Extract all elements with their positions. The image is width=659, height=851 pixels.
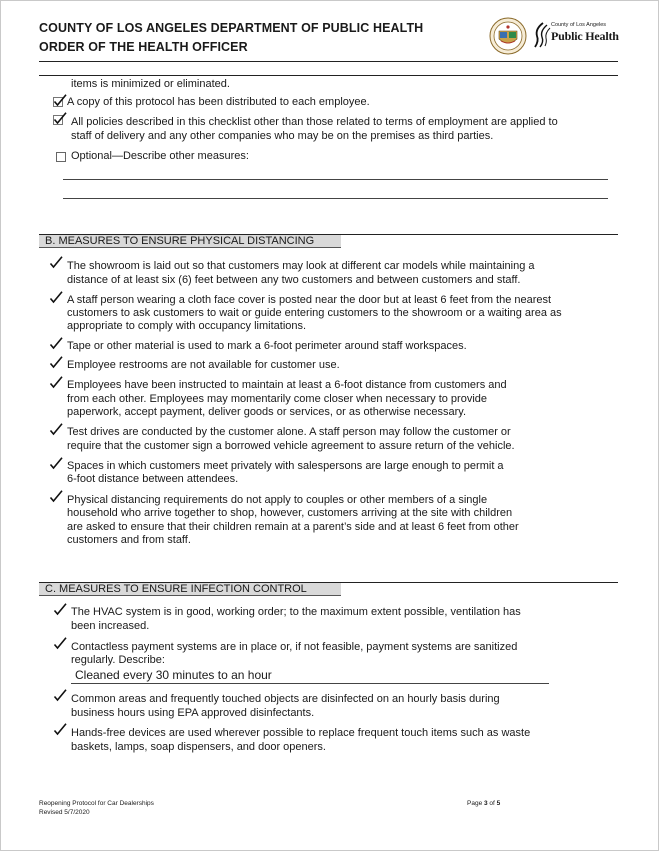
footer-page-mid: of (487, 800, 497, 807)
logo-county-text: County of Los Angeles (551, 22, 607, 28)
section-a-item-2-line-1: All policies described in this checklist other than those related to terms of employment are applied to (71, 116, 558, 128)
section-c-item-2-line-1: Contactless payment systems are in place or, if not feasible, payment systems are sanitized (71, 641, 518, 653)
other-measures-blank-line-2[interactable] (63, 198, 608, 199)
check-mark-icon[interactable] (49, 337, 63, 350)
section-b-item-4-line-1: Employee restrooms are not available for customer use. (67, 359, 340, 371)
section-b-item-8-line-2: household who arrive together to shop, however, customers arriving at the site with children (67, 507, 513, 519)
section-a-continued-text: items is minimized or eliminated. (71, 78, 230, 90)
check-mark-icon[interactable] (49, 356, 63, 369)
section-b-item-2-line-1: A staff person wearing a cloth face cover is posted near the door but at least 6 feet from the nearest (67, 294, 552, 306)
header-rule-bottom (39, 75, 618, 76)
check-mark-icon[interactable] (53, 723, 67, 736)
section-b-item-8-line-3: are asked to ensure that their children remain at a parent’s side and at least 6 feet from other (67, 521, 519, 533)
other-measures-blank-line-1[interactable] (63, 179, 608, 180)
section-c-item-4-line-2: baskets, lamps, soap dispensers, and door openers. (71, 741, 326, 753)
footer-page-prefix: Page (467, 800, 484, 807)
footer-protocol-name: Reopening Protocol for Car Dealerships (39, 800, 154, 807)
section-c-item-3-line-1: Common areas and frequently touched objects are disinfected on an hourly basis during (71, 693, 500, 705)
footer-page-current: 3 (484, 800, 488, 807)
header-title-line2: ORDER OF THE HEALTH OFFICER (39, 40, 248, 54)
section-b-item-5-line-2: from each other. Employees may momentarily come closer when necessary to provide (67, 393, 488, 405)
section-b-item-8-line-1: Physical distancing requirements do not apply to couples or other members of a single (67, 494, 488, 506)
public-health-logo (531, 21, 621, 51)
check-mark-icon[interactable] (49, 490, 63, 503)
section-b-item-1-line-2: distance of at least six (6) feet between any two customers and between customers and staff. (67, 274, 521, 286)
county-seal-icon (489, 17, 527, 55)
check-mark-icon[interactable] (49, 457, 63, 470)
payment-sanitize-answer-line (71, 683, 549, 684)
section-b-item-5-line-1: Employees have been instructed to maintain at least a 6-foot distance from customers and (67, 379, 507, 391)
section-b-item-6-line-1: Test drives are conducted by the customer alone. A staff person may follow the customer or (67, 426, 511, 438)
footer-page-total: 5 (496, 800, 501, 807)
check-mark-icon[interactable] (53, 603, 67, 616)
checkbox-checked-icon[interactable] (53, 94, 67, 107)
footer-revised-date: Revised 5/7/2020 (39, 809, 90, 816)
section-a-item-2-line-2: staff of delivery and any other companies who may be on the premises as third parties. (71, 130, 494, 142)
section-c-heading: C. MEASURES TO ENSURE INFECTION CONTROL (39, 583, 341, 596)
section-b-item-7-line-2: 6-foot distance between attendees. (67, 473, 239, 485)
section-c-item-2-line-2: regularly. Describe: (71, 654, 165, 666)
check-mark-icon[interactable] (49, 256, 63, 269)
section-b-item-6-line-2: require that the customer sign a borrowed vehicle agreement to assure return of the vehicle. (67, 440, 515, 452)
section-c-item-3-line-2: business hours using EPA approved disinfectants. (71, 707, 315, 719)
check-mark-icon[interactable] (53, 637, 67, 650)
footer-page-number (467, 799, 500, 808)
checkbox-unchecked[interactable] (56, 152, 66, 162)
section-b-item-8-line-4: customers and from staff. (67, 534, 191, 546)
logo-public-health-text: Public Health (551, 29, 619, 43)
section-b-item-7-line-1: Spaces in which customers meet privately with salespersons are large enough to permit a (67, 460, 504, 472)
checkbox-checked-icon[interactable] (53, 112, 67, 125)
section-c-heading-bar (39, 582, 618, 596)
section-c-item-1-line-2: been increased. (71, 620, 150, 632)
section-c-item-4-line-1: Hands-free devices are used wherever possible to replace frequent touch items such as waste (71, 727, 531, 739)
section-a-item-1-line-1: A copy of this protocol has been distributed to each employee. (67, 96, 370, 108)
section-b-heading: B. MEASURES TO ENSURE PHYSICAL DISTANCING (39, 235, 341, 248)
section-b-item-1-line-1: The showroom is laid out so that customers may look at different car models while maintaining a (67, 260, 535, 272)
section-b-item-3-line-1: Tape or other material is used to mark a 6-foot perimeter around staff workspaces. (67, 340, 467, 352)
section-b-item-2-line-2: customers to ask customers to wait or guide entering customers to the showroom or a waiting area as (67, 307, 562, 319)
check-mark-icon[interactable] (49, 423, 63, 436)
section-c-item-1-line-1: The HVAC system is in good, working order; to the maximum extent possible, ventilation has (71, 606, 521, 618)
header-title-line1: COUNTY OF LOS ANGELES DEPARTMENT OF PUBLIC HEALTH (39, 21, 424, 35)
check-mark-icon[interactable] (49, 376, 63, 389)
section-b-item-5-line-3: paperwork, accept payment, deliver goods or services, or as otherwise necessary. (67, 406, 467, 418)
public-health-logo-icon (531, 21, 551, 49)
check-mark-icon[interactable] (53, 689, 67, 702)
section-b-heading-bar (39, 234, 618, 248)
header-title (39, 19, 423, 57)
section-b-item-2-line-3: appropriate to comply with occupancy limitations. (67, 320, 307, 332)
section-a-item-3-line-1: Optional—Describe other measures: (71, 150, 249, 162)
header-rule-top (39, 61, 618, 62)
payment-sanitize-answer[interactable]: Cleaned every 30 minutes to an hour (75, 668, 272, 682)
check-mark-icon[interactable] (49, 291, 63, 304)
